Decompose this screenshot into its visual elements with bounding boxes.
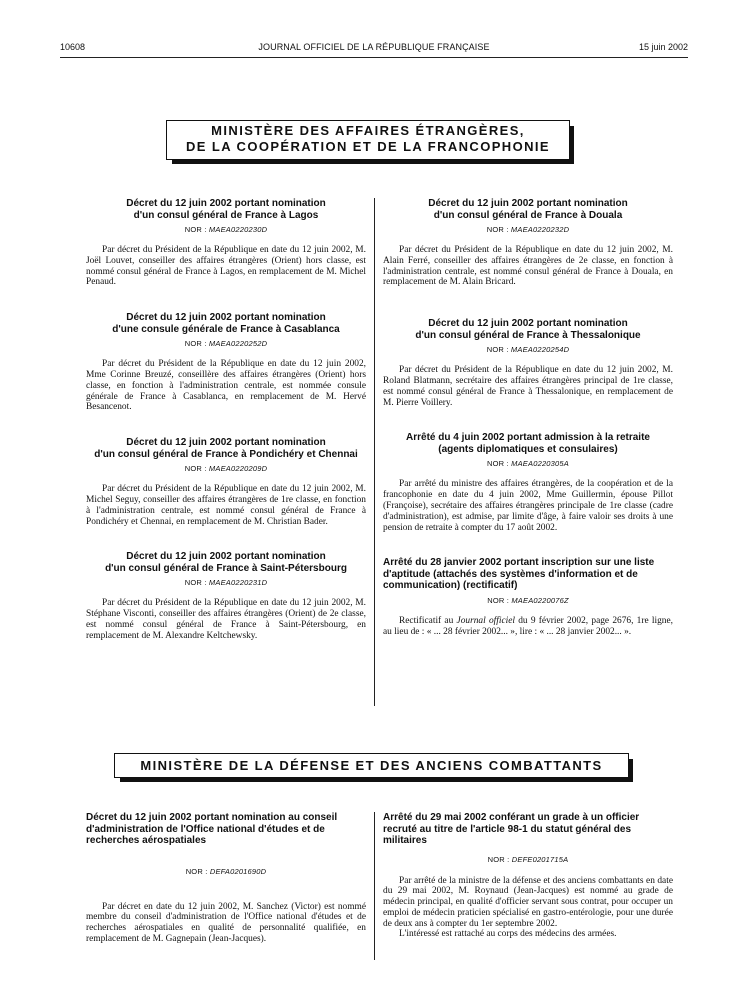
article-title — [383, 318, 673, 341]
title-line: d'un consul général de France à Douala — [433, 209, 623, 221]
article-douala — [383, 198, 673, 288]
nor-code: DEFA0201690D — [209, 866, 267, 876]
article-body: Par décret en date du 12 juin 2002, M. Sanchez (Victor) est nommé membre du conseil d'administration de l'Office national d'études et de recherches aérospatiales en qualité de personnalité qualifiée, en remplacement de M. Gagnepain (Jean-Jacques). — [86, 901, 366, 944]
article-title — [86, 198, 366, 221]
title-line: Décret du 12 juin 2002 portant nomination — [126, 198, 326, 209]
body-text: Rectificatif au — [399, 615, 457, 626]
article-pondichery — [86, 437, 366, 527]
ministry-title-line1: MINISTÈRE DES AFFAIRES ÉTRANGÈRES, — [211, 123, 525, 138]
title-line: d'un consul général de France à Lagos — [133, 209, 319, 221]
nor-reference — [383, 855, 673, 864]
article-body — [383, 616, 673, 638]
nor-label: NOR : — [185, 866, 208, 876]
nor-code: MAEA0220252D — [208, 339, 268, 349]
article-title — [383, 198, 673, 221]
page-number: 10608 — [60, 42, 86, 52]
title-line: Décret du 12 juin 2002 portant nomination — [428, 318, 628, 330]
article-title: Décret du 12 juin 2002 portant nomination au conseil d'administration de l'Office national d'études et de recherches aérospatiales — [86, 812, 338, 846]
article-body: Par arrêté de la ministre de la défense et des anciens combattants en date du 29 mai 2002, M. Roynaud (Jean-Jacques) est nommé au grade de médecin principal, en qualité d'officier servant sous contrat, pour occuper un emploi de médecin praticien spécialisé en gastro-entérologie, pour une durée de deux ans à compter du 1er septembre 2002. — [383, 875, 673, 929]
article-body: Par décret du Président de la République en date du 12 juin 2002, M. Roland Blatmann, secrétaire des affaires étrangères principal de 1re classe, est nommé consul général de France à Thessalonique, en remplacement de M. Pierre Voillery. — [383, 365, 673, 408]
column-divider — [374, 812, 375, 960]
nor-label: NOR : — [486, 225, 509, 234]
article-title — [383, 432, 673, 455]
nor-code: DEFE0201715A — [511, 854, 569, 864]
nor-reference — [383, 459, 673, 468]
article-casablanca — [86, 312, 366, 413]
left-column-affaires-etrangeres — [86, 198, 366, 642]
nor-reference — [86, 867, 366, 876]
article-body: Par décret du Président de la République en date du 12 juin 2002, M. Joël Louvet, conseiller des affaires étrangères (Orient) hors classe, est nommé consul général de France à Lagos, en remplacement de M. Michel Penaud. — [86, 245, 366, 288]
article-body: Par décret du Président de la République en date du 12 juin 2002, M. Stéphane Visconti, conseiller des affaires étrangères (Orient) de 2e classe, est nommé consul général de France à Saint-Pétersbourg, en remplacement de M. Alexandre Keltchewsky. — [86, 598, 366, 641]
nor-label: NOR : — [184, 339, 207, 349]
title-line: Arrêté du 4 juin 2002 portant admission à la retraite — [406, 432, 650, 444]
nor-code: MAEA0220230D — [208, 225, 268, 234]
nor-label: NOR : — [487, 459, 509, 469]
article-aptitude — [383, 557, 673, 637]
nor-code: MAEA0220232D — [510, 225, 570, 234]
article-officier — [383, 812, 673, 940]
title-line: d'un consul général de France à Saint-Pétersbourg — [105, 562, 347, 574]
nor-label: NOR : — [184, 225, 207, 234]
ministry-title-line1: MINISTÈRE DE LA DÉFENSE ET DES ANCIENS COMBATTANTS — [140, 758, 603, 773]
nor-label: NOR : — [486, 345, 509, 355]
title-line: Décret du 12 juin 2002 portant nomination — [428, 198, 628, 209]
article-body: Par arrêté du ministre des affaires étrangères, de la coopération et de la francophonie en date du 4 juin 2002, Mme Guillermin, épouse Pillot (Françoise), secrétaire des affaires étrangères principale de 1re classe (cadre d'administration), est admise, par limite d'âge, à faire valoir ses droits à une pension de retraite à compter du 17 août 2002. — [383, 479, 673, 533]
ministry-affaires-etrangeres-box — [166, 120, 570, 160]
article-title: Arrêté du 29 mai 2002 conférant un grade à un officier recruté au titre de l'article 98-1 du statut général des militaires — [383, 812, 640, 846]
running-header — [60, 42, 688, 56]
title-line: d'un consul général de France à Thessalonique — [415, 329, 641, 341]
header-rule — [60, 57, 688, 58]
nor-code: MAEA0220209D — [208, 464, 268, 474]
nor-label: NOR : — [487, 854, 510, 864]
article-saint-petersbourg — [86, 551, 366, 641]
nor-reference — [86, 464, 366, 473]
nor-reference — [383, 345, 673, 354]
nor-reference — [86, 339, 366, 348]
title-line: (agents diplomatiques et consulaires) — [438, 443, 618, 455]
nor-reference — [86, 578, 366, 587]
article-title — [86, 437, 366, 460]
article-body: Par décret du Président de la République en date du 12 juin 2002, M. Alain Ferré, conseiller des affaires étrangères de 2e classe, en fonction à l'administration centrale, est nommé consul général de France à Douala, en remplacement de M. Alain Bricard. — [383, 245, 673, 288]
article-title — [86, 551, 366, 574]
journal-name: Journal officiel — [456, 615, 515, 626]
article-title — [86, 312, 366, 335]
title-line: Décret du 12 juin 2002 portant nomination — [126, 437, 326, 449]
ministry-defense-box — [114, 753, 629, 778]
nor-code: MAEA0220254D — [510, 345, 570, 355]
title-line: Décret du 12 juin 2002 portant nomination — [126, 551, 326, 563]
title-line: Décret du 12 juin 2002 portant nomination — [126, 312, 326, 324]
article-thessalonique — [383, 318, 673, 408]
nor-reference — [86, 225, 366, 234]
article-title: Arrêté du 28 janvier 2002 portant inscription sur une liste d'aptitude (attachés des systèmes d'information et de communication) (rectificatif) — [383, 557, 655, 592]
article-lagos — [86, 198, 366, 288]
right-column-affaires-etrangeres — [383, 198, 673, 637]
title-line: d'un consul général de France à Pondichéry et Chennai — [94, 448, 358, 460]
body-text: du 9 février 2002, page 2676, 1re ligne, au lieu de : « ... 28 février 2002... », lire : « ... 28 janvier 2002... ». — [383, 615, 673, 637]
nor-label: NOR : — [487, 595, 510, 605]
nor-code: MAEA0220231D — [208, 578, 268, 588]
left-column-defense — [86, 812, 366, 945]
issue-date: 15 juin 2002 — [638, 42, 688, 52]
article-body: Par décret du Président de la République en date du 12 juin 2002, Mme Corinne Breuzé, conseillère des affaires étrangères (Orient) hors classe, en fonction à l'administration centrale, est nommée consule générale de France à Casablanca, en remplacement de M. Hervé Besancenot. — [86, 359, 366, 413]
right-column-defense — [383, 812, 673, 940]
article-retraite — [383, 432, 673, 533]
nor-code: MAEA0220076Z — [511, 595, 569, 605]
article-body: Par décret du Président de la République en date du 12 juin 2002, M. Michel Seguy, conseiller des affaires étrangères de 1re classe, en fonction à l'administration centrale, est nommé consul général de France à Pondichéry et Chennai, en remplacement de M. Christian Bader. — [86, 484, 366, 527]
title-line: d'une consule générale de France à Casablanca — [112, 323, 340, 335]
nor-code: MAEA0220305A — [511, 459, 569, 469]
article-body: L'intéressé est rattaché au corps des médecins des armées. — [399, 929, 617, 940]
journal-title: JOURNAL OFFICIEL DE LA RÉPUBLIQUE FRANÇAISE — [258, 42, 490, 52]
nor-label: NOR : — [184, 578, 207, 588]
nor-label: NOR : — [184, 464, 207, 474]
ministry-title-line2: DE LA COOPÉRATION ET DE LA FRANCOPHONIE — [186, 139, 550, 154]
column-divider — [374, 198, 375, 706]
nor-reference — [383, 225, 673, 234]
nor-reference — [383, 596, 673, 605]
article-onera — [86, 812, 366, 945]
